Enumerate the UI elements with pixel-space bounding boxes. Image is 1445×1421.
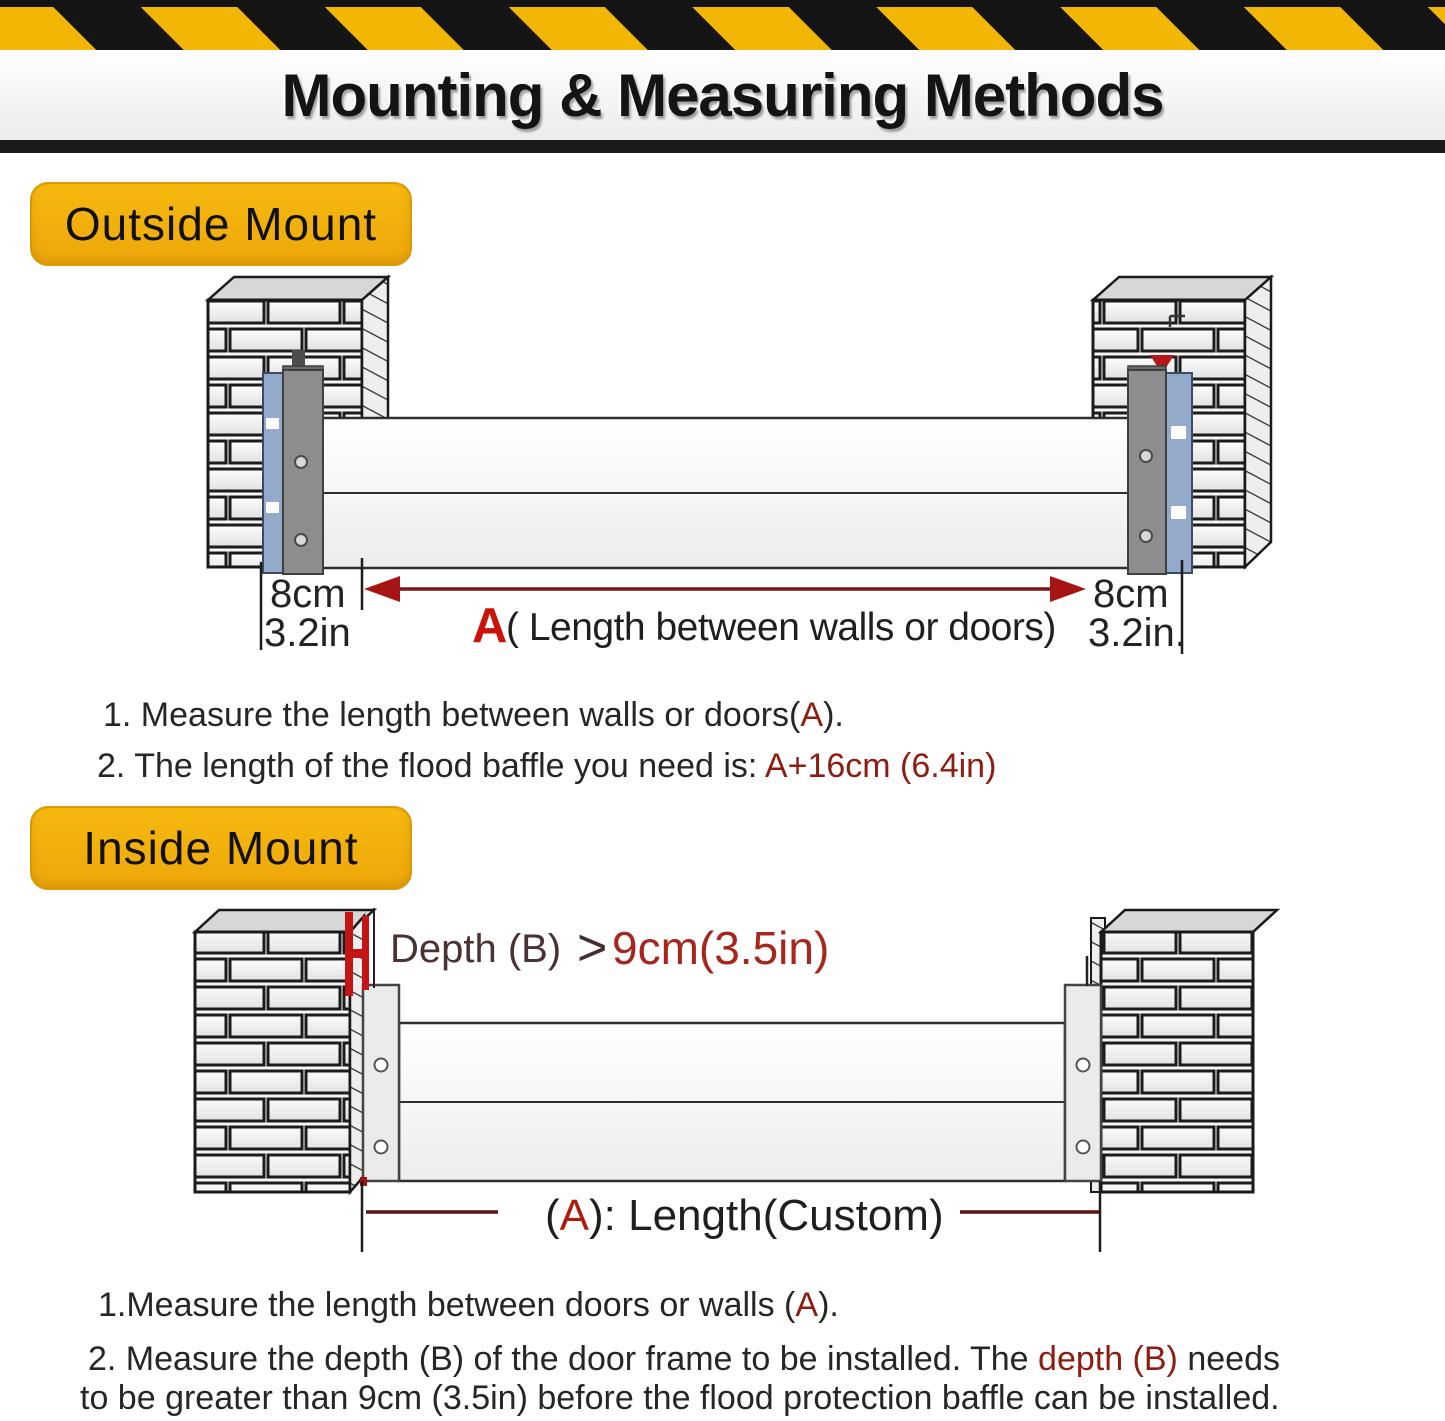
- right-offset-cm: 8cm: [1093, 572, 1169, 616]
- left-offset-in: 3.2in: [264, 611, 351, 655]
- depth-label: Depth (B): [390, 927, 562, 971]
- screw-icon: [295, 534, 307, 546]
- screw-icon: [1077, 1141, 1090, 1154]
- flood-barrier-panel: [399, 1023, 1065, 1181]
- top-border: [0, 0, 1445, 7]
- left-offset-cm: 8cm: [270, 572, 346, 616]
- flood-barrier-panel: [322, 418, 1136, 568]
- inside-measurement: [362, 1181, 1100, 1252]
- inside-mount-label-text: Inside Mount: [83, 822, 359, 874]
- inside-left-channel: [360, 985, 399, 1186]
- screw-icon: [1140, 450, 1152, 462]
- outside-measurement: [261, 558, 1186, 655]
- screw-icon: [375, 1059, 388, 1072]
- greater-than-sign: >: [577, 919, 608, 977]
- page-title: Mounting & Measuring Methods: [281, 61, 1164, 129]
- inside-right-pillar: [1091, 910, 1277, 1192]
- screw-icon: [375, 1141, 388, 1154]
- inside-mount-label: [30, 806, 412, 890]
- title-underbar: [0, 140, 1445, 153]
- screw-icon: [295, 456, 307, 468]
- screw-icon: [1140, 530, 1152, 542]
- title-band: [0, 50, 1445, 140]
- inside-note-2: 2. Measure the depth (B) of the door frame to be installed. The depth (B) needs: [88, 1340, 1280, 1378]
- outside-mount-label: [30, 182, 412, 266]
- length-label: (A): Length(Custom): [545, 1191, 944, 1240]
- span-letter: A: [472, 599, 508, 653]
- outside-left-channel: [283, 366, 323, 574]
- arrow-head-left-icon: [364, 576, 400, 602]
- inside-note-1: 1.Measure the length between doors or walls (A).: [98, 1286, 839, 1324]
- outside-note-2: 2. The length of the flood baffle you need is: A+16cm (6.4in): [97, 747, 997, 785]
- outside-mount-diagram: [0, 270, 1445, 660]
- inside-mount-diagram: [0, 900, 1445, 1270]
- outside-mount-label-text: Outside Mount: [64, 198, 378, 250]
- right-offset-in: 3.2in.: [1088, 611, 1186, 655]
- inside-right-channel: [1065, 956, 1101, 1181]
- arrow-head-right-icon: [1050, 576, 1086, 602]
- caution-stripe-band: [0, 7, 1445, 50]
- outside-right-channel: [1128, 366, 1166, 574]
- span-caption: ( Length between walls or doors): [506, 606, 1056, 649]
- depth-value: 9cm(3.5in): [612, 922, 830, 974]
- outside-note-1: 1. Measure the length between walls or doors(A).: [103, 696, 844, 734]
- screw-icon: [1077, 1059, 1090, 1072]
- inside-note-2-cont: to be greater than 9cm (3.5in) before the flood protection baffle can be installed.: [80, 1379, 1280, 1417]
- depth-annotation: [390, 919, 829, 977]
